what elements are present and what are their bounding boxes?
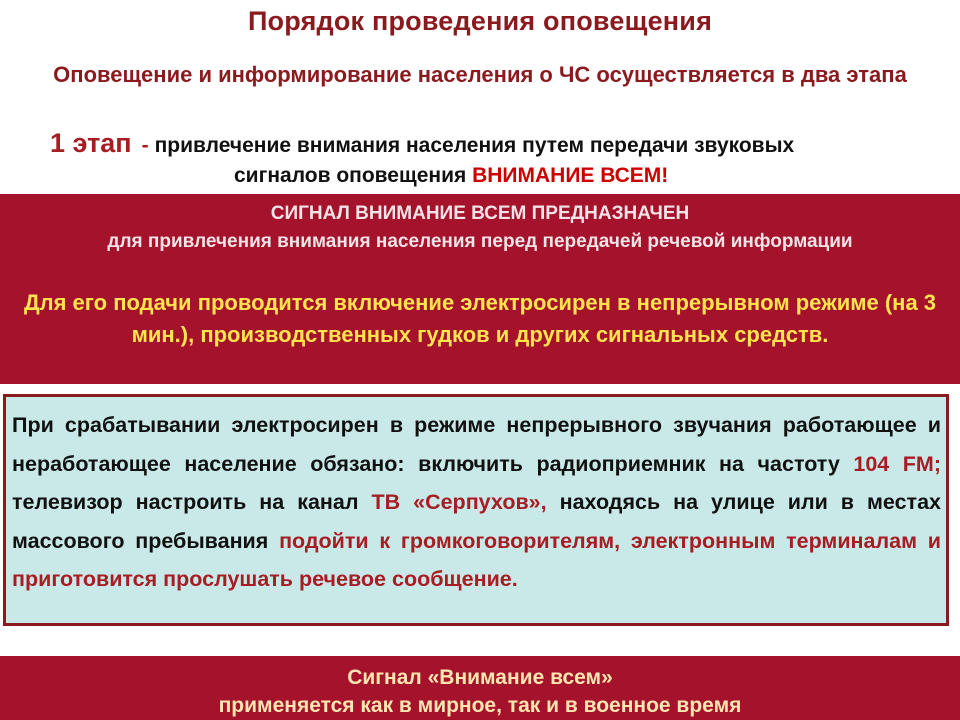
signal-purpose-body: для привлечения внимания населения перед передачей речевой информации [107, 231, 853, 252]
page-title: Порядок проведения оповещения [247, 6, 713, 36]
stage-1-block [50, 128, 930, 191]
subtitle: Оповещение и информирование населения о ЧС осуществляется в два этапа [53, 62, 907, 87]
signal-usage-line1: Сигнал «Внимание всем» [347, 666, 613, 689]
stage-1-text-line2: сигналов оповещения [234, 164, 467, 187]
population-actions-box [3, 394, 949, 626]
stage-1-alert: ВНИМАНИЕ ВСЕМ! [472, 164, 669, 187]
signal-purpose-panel [0, 194, 960, 384]
actions-text-part2: телевизор настроить на канал [12, 490, 372, 514]
radio-frequency: 104 FM; [853, 451, 941, 476]
stage-1-dash: - [141, 134, 149, 157]
stage-1-line2 [50, 161, 930, 191]
signal-method-text: Для его подачи проводится включение электросирен в непрерывном режиме (на 3 мин.), производственных гудков и других сигнальных средств. [23, 290, 937, 347]
actions-text-part1: При срабатывании электросирен в режиме непрерывного звучания работающее и неработающее население обязано: включить радиоприемник на частоту [12, 413, 941, 476]
stage-1-text-line1: привлечение внимания населения путем передачи звуковых [154, 134, 795, 157]
loudspeaker-action: подойти к громкоговорителям, электронным терминалам и приготовится прослушать речевое сообщение. [12, 528, 941, 591]
signal-purpose-heading: СИГНАЛ ВНИМАНИЕ ВСЕМ ПРЕДНАЗНАЧЕН [270, 203, 690, 224]
signal-usage-panel [0, 656, 960, 720]
tv-channel: ТВ «Серпухов», [371, 490, 547, 514]
stage-1-label: 1 этап [50, 128, 132, 158]
actions-text-part3: находясь на улице или в местах массового пребывания [12, 490, 941, 553]
signal-usage-line2: применяется как в мирное, так и в военное время [218, 694, 742, 717]
